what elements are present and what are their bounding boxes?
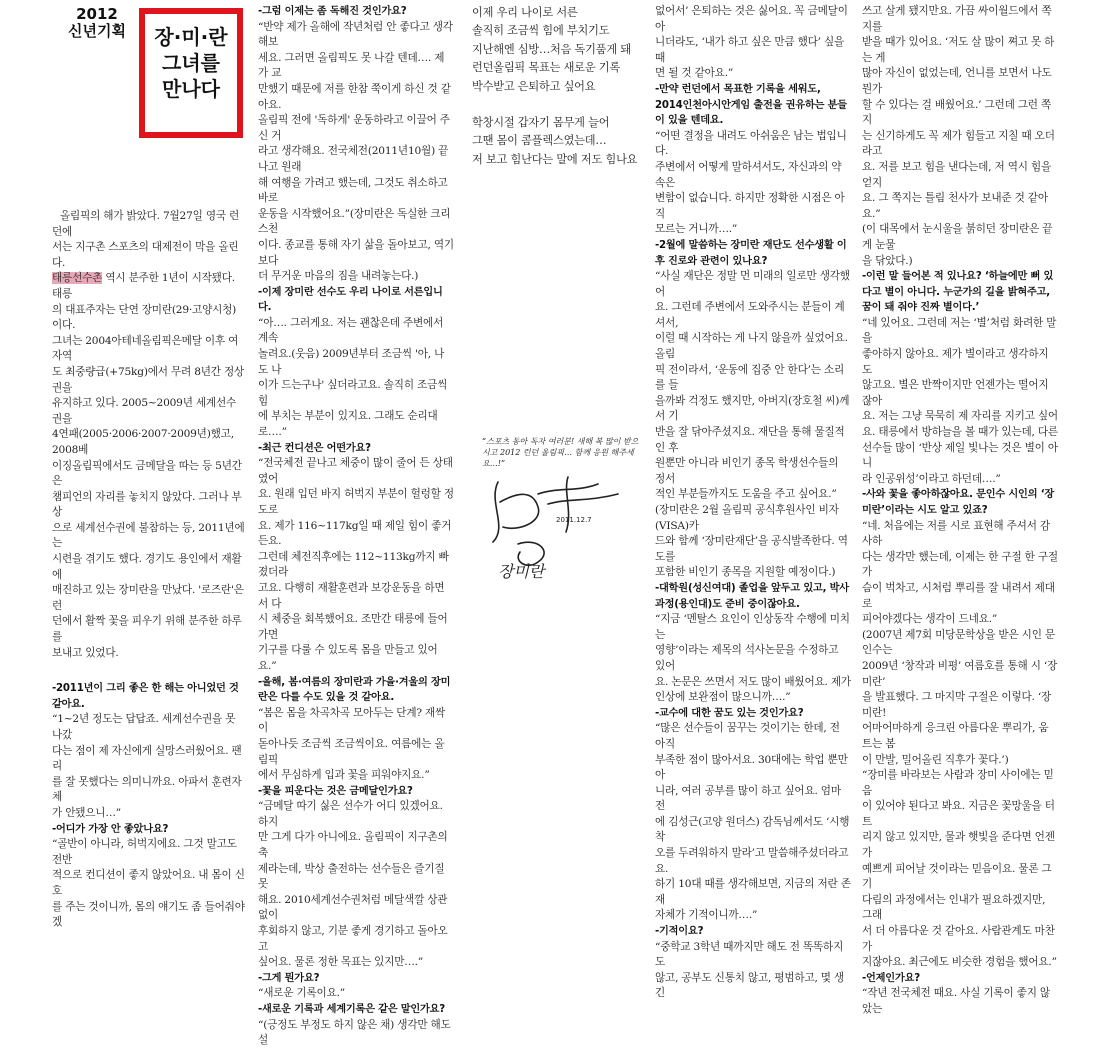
answer-line: 운동을 시작했어요.”(장미란은 독실한 크리스천 [258,207,451,236]
answer-line: 라 인공위성’이라고 하던데….” [862,472,1001,485]
answer-line: 해 여행을 가려고 했는데, 그것도 취소하고 바로 [258,176,448,205]
answer-line: 지잖아요. 최근에도 비슷한 경험을 했어요.” [862,956,1057,969]
answer-line: (장미란은 2월 올림픽 공식후원사인 비자(VISA)카 [655,504,839,532]
intro-line: 매진하고 있는 장미란을 만났다. '로즈란'은 런 [52,584,244,612]
answer-line: 제라는데, 박상 출전하는 선수들은 즐기질 못 [258,862,445,891]
intro-line: 그녀는 2004아테네올림픽은메달 이후 여자역 [52,334,239,363]
answer-line: 많아 자신이 없었는데, 언니를 보면서 나도 뭔가 [862,67,1052,95]
answer-line: “아…. 그러게요. 저는 괜찮은데 주변에서 계속 [258,316,444,345]
answer-line: “골반이 아니라, 허벅지에요. 그것 말고도 전반 [52,838,237,866]
intro-line: 던에서 활짝 꽃을 피우기 위해 분주한 하루를 [52,615,242,644]
headline-line-2: 그녀를 [162,51,220,75]
interview-question: -이제 장미란 선수도 우리 나이로 서른입니다. [258,286,443,314]
answer-line: 주변에서 어떻게 말하셔서도, 자신과의 약속은 [655,160,842,189]
answer-line: 시 체중을 회복했어요. 조만간 태릉에 들어가면 [258,613,448,641]
interview-question: -교수에 대한 꿈도 있는 것인가요? [655,707,804,719]
answer-line: 픽 전이라서, ‘운동에 집중 안 한다’는 소리를 들 [655,363,845,392]
intro-line: 태릉선수촌 역시 분주한 1년이 시작됐다. 태릉 [52,272,235,300]
answer-line: “금메달 따기 싫은 선수가 어디 있겠어요. 하지 [258,800,443,828]
interview-question: -최근 컨디션은 어떤가요? [258,442,371,454]
answer-line: “1~2년 정도는 답답죠. 세계선수권을 못 나갔 [52,713,236,741]
headline-line-1: 장·미·란 [154,25,228,49]
answer-line: 이 있어야 된다고 봐요. 지금은 꽃망울을 터트 [862,800,1055,828]
answer-line: 라고 생각해요. 전국체전(2011년10월) 끝나고 원래 [258,145,449,173]
answer-line: (2007년 제7회 미당문학상을 받은 시인 문인수는 [862,628,1055,657]
answer-line: 적으로 컨디션이 좋지 않았어요. 내 몸이 신호 [52,869,245,897]
answer-line: 면 될 것 같아요.” [655,67,734,80]
answer-line: 포함한 비인기 종목을 지원할 예정이다.) [655,566,836,579]
signature-date: 2011.12.7 [556,516,592,524]
intro-line: 챔피언의 자리를 놓치지 않았다. 그러나 부상 [52,490,242,519]
answer-line: 만 그게 다가 아니에요. 올림픽이 지구촌의 축 [258,831,448,860]
answer-line: “사실 재단은 정말 먼 미래의 일로만 생각했어 [655,270,850,298]
answer-line: 에서 무심하게 입과 꽃을 피워야지요.” [258,769,430,782]
answer-line: 다림의 과정에서는 인내가 필요하겠지만, 그래 [862,893,1046,922]
answer-line: 에 김성근(고양 원더스) 감독님께서도 ‘시행착 [655,815,850,844]
intro-line: 으로 세계선수권에 불참하는 등, 2011년에는 [52,521,245,550]
intro-line: 올림픽의 해가 밝았다. 7월27일 영국 런던에 [52,210,240,238]
answer-line: 요. 저를 보고 힘을 낸다는데, 저 역시 힘을 얻지 [862,160,1052,189]
intro-line: 시련을 겪기도 했다. 경기도 용인에서 재활에 [52,553,242,581]
answer-line: 부족한 점이 많아서요. 30대에는 학업 뿐만 아 [655,753,848,782]
intro-line: 이징올림픽에서도 금메달을 따는 등 5년간은 [52,459,242,488]
answer-line: 쓰고 살게 됐지만요. 가끔 싸이월드에서 쪽지를 [862,5,1052,33]
headline-box [139,8,243,138]
answer-line: “작년 전국체전 때요. 사실 기록이 좋지 않았는 [862,987,1050,1015]
intro-line: 보내고 있었다. [52,646,119,659]
interview-question: -어디가 가장 안 좋았나요? [52,823,169,835]
article-column-2 [258,4,454,1049]
pull-quote-line: 학창시절 갑자기 몸무게 늘어 [472,116,610,130]
answer-line: 다는 생각만 했는데, 이제는 한 구절 한 구절 가 [862,550,1058,579]
answer-line: “새로운 기록이요.” [258,987,346,1000]
interview-question: -사와 꽃을 좋아하잖아요. 문인수 시인의 ‘장미란’이라는 시도 알고 있죠? [862,489,1054,516]
answer-line: 요. 태릉에서 방하늘을 볼 때가 있는데, 다른 [862,426,1058,439]
answer-line: “많은 선수들이 꿈꾸는 것이기는 한데, 전 아직 [655,722,840,750]
answer-line: 을 닦았다.) [862,254,913,267]
pull-quote-line: 박수받고 은퇴하고 싶어요 [472,79,596,93]
pull-quote-column [472,4,642,169]
answer-line: “전국체전 끝나고 체중이 많이 줄어 든 상태였어 [258,457,453,485]
answer-line: 반을 잘 닦아주셨지요. 재단을 통해 물질적인 후 [655,426,845,454]
interview-question: -이런 말 들어본 적 있나요? ‘하늘에만 뻐 있다고 별이 아니다. 누군가의 길을 밝혀주고, 꿈이 돼 줘야 진짜 별이다.’ [862,271,1054,314]
intro-line: 유지하고 있다. 2005~2009년 세계선수권을 [52,397,237,425]
answer-line: 않고요. 별은 반짝이지만 언젠가는 떨어지잖아 [862,379,1049,407]
pull-quote-line: 그땐 몸이 콤플렉스였는데… [472,134,607,148]
answer-line: 리지 않고 있지만, 물과 햇빛을 준다면 언젠가 [862,831,1055,860]
answer-line: 인상에 보완점이 많으니까….” [655,691,791,704]
answer-line: 요. 제가 116~117kg일 때 제일 힘이 좋거든요. [258,519,452,548]
interview-question: -그게 뭔가요? [258,972,320,984]
answer-line: 원뿐만 아니라 비인기 종목 학생선수들의 정서 [655,457,839,485]
answer-line: 를 잘 못했다는 의미니까요. 아파서 훈련자체 [52,775,242,804]
answer-line: 해요. 2010세계선수권처럼 메달색깔 상관없이 [258,893,448,922]
answer-line: 피어야겠다는 생각이 드네요.” [862,613,998,626]
answer-line: 이럴 때 시작하는 게 나지 않을까 싶었어요. 올림 [655,332,848,361]
interview-question: -2011년이 그리 좋은 한 해는 아니었던 것 같아요. [52,683,239,710]
answer-line: 만했기 때문에 저를 한참 쭉이게 하신 것 같아요. [258,82,451,111]
intro-line: 의 대표주자는 단연 장미란(29·고양시청)이다. [52,303,237,332]
answer-line: 이가 드는구나' 싶더라고요. 솔직히 조금씩 힘 [258,379,448,407]
answer-line: 요. 원래 입던 바지 허벅지 부분이 헐렁할 정도로 [258,488,454,516]
answer-line: “지금 ‘멘탈스 요인이 인상동작 수행에 미치는 [655,613,850,641]
answer-line: 요. 저는 그냥 묵묵히 제 자리를 지키고 싶어 [862,410,1058,423]
pull-quote-line: 이제 우리 나이로 서른 [472,6,578,19]
answer-line: 적인 부분들까지도 도움을 주고 싶어요.” [655,488,837,501]
answer-line: 올림픽 전에 '독하게' 운동하라고 이끌어 주신 거 [258,114,450,142]
answer-line: 변함이 없습니다. 하지만 정확한 시점은 아직 [655,192,845,220]
answer-line: 선수들 많이 ‘반상 제일 빛나는 것은 별이 아니 [862,441,1058,470]
answer-line: 이 만발, 밀어올린 직후가 꽃다.’) [862,753,1009,766]
interview-question: -2월에 말씀하는 장미란 재단도 선수생활 이후 진로와 관련이 있나요? [655,239,847,267]
answer-line: 없어서’ 은퇴하는 것은 싫어요. 꼭 금메달이 아 [655,5,848,33]
kicker-year: 2012 [76,5,118,23]
pull-quote-line: 솔직히 조금씩 힘에 부치기도 [472,24,610,38]
answer-line: 다는 점이 제 자신에게 실망스러웠어요. 팬리 [52,744,242,773]
pull-quote-line: 지난해엔 심방…처음 독기품게 돼 [472,42,631,56]
answer-line: 돋아나듯 조금씩 조금씩이요. 여름에는 올림픽 [258,737,445,766]
answer-line: “(긍정도 부정도 하지 않은 채) 생각만 해도 설 [258,1018,451,1047]
answer-line: 는 신기하게도 꼭 제가 힘들고 지칠 때 오더라고 [862,129,1055,158]
article-column-1 [52,209,246,931]
answer-line: 좋아하지 않아요. 제가 별이라고 생각하지도 [862,348,1049,376]
answer-line: 니더라도, ‘내가 하고 싶은 만큼 했다’ 싶을 때 [655,36,845,64]
answer-line: 오를 두려워하지 말라’고 말씀해주셨더라고요. [655,847,849,875]
article-column-4 [655,4,851,1002]
answer-line: 요. 그 쪽지는 틀림 천사가 보내준 것 같아요.” [862,192,1048,220]
headline-line-3: 만나다 [162,77,220,101]
answer-line: 고요. 다행히 재활훈련과 보강운동을 하면서 다 [258,581,445,610]
interview-question: -대학원(성신여대) 졸업을 앞두고 있고, 박사과정(용인대)도 준비 중이잖아요. [655,582,849,610]
answer-line: 서 더 아름다운 것 같아요. 사람관계도 마찬가 [862,925,1055,953]
answer-line: 기구를 다룰 수 있도록 몸을 만들고 있어요.” [258,644,438,672]
answer-line: 예쁘게 피어날 것이라는 믿음이요. 물론 그 기 [862,862,1052,891]
intro-line: 4연패(2005·2006·2007·2009년)했고, 2008베 [52,428,234,456]
answer-line: 을 발표했다. 그 마지막 구절은 이렇다. ‘장미란! [862,691,1052,719]
autograph-signature [478,432,644,582]
answer-line: “봄은 몸을 차곡차곡 모아두는 단계? 재싹이 [258,706,446,735]
answer-line: 슴이 벅차고, 시처럼 뿌리를 잘 내려서 제대로 [862,581,1055,610]
answer-line: 니라, 여러 공부를 많이 하고 싶어요. 엄마 전 [655,784,841,813]
answer-line: “반약 제가 올해에 작년처럼 안 좋다고 생각해보 [258,20,453,49]
answer-line: (이 대목에서 눈시울을 붉히던 장미란은 끝게 눈물 [862,223,1053,251]
answer-line: “네. 처음에는 저를 시로 표현해 주셔서 감사하 [862,519,1050,548]
interview-question: -그럼 이제는 좀 독해진 것인가요? [258,6,407,17]
intro-line: 서는 지구촌 스포츠의 대제전이 막을 올린다. [52,241,239,269]
interview-question: -만약 런던에서 목표한 기록을 세워도, 2014인천아시안게임 출전을 권유하는 분들이 있을 텐데요. [655,83,847,127]
answer-line: 요. 논문은 쓰면서 저도 많이 배웠어요. 제가 [655,675,851,688]
pull-quote-line: 런던올림픽 목표는 새로운 기록 [472,61,620,75]
interview-question: -올해, 봄·여름의 장미란과 가을·겨울의 장미란은 다를 수도 있을 것 같아요. [258,676,451,704]
signature-text: 장미란 [498,562,545,581]
handwritten-note: “스포츠 동아 독자 여러분! 새해 복 많이 받으시고 2012 런던 올림픽… 함께 응원 해주세요…!” [482,437,639,468]
answer-line: 하기 10대 때를 생각해보면, 지금의 저란 존재 [655,878,851,906]
answer-line: 요. 그런데 주변에서 도와주시는 분들이 계셔서, [655,301,845,329]
answer-line: 후회하지 않고, 기분 좋게 경기하고 돌아오고 [258,925,448,953]
answer-line: “네 있어요. 그런데 저는 ‘별’처럼 화려한 말을 [862,316,1057,345]
interview-question: -언제인가요? [862,972,920,984]
answer-line: 를 주는 것이니까, 몸의 얘기도 좀 들어줘야겠 [52,900,245,929]
answer-line: 자체가 기적이니까….” [655,909,758,922]
answer-line: 에 부치는 부분이 있지요. 그래도 순리대로….” [258,410,438,439]
answer-line: 세요. 그러면 올림픽도 못 나갈 텐데…. 제가 교 [258,51,445,80]
answer-line: 이다. 종교를 통해 자기 삶을 돌아보고, 역기보다 [258,238,454,267]
answer-line: 그런데 체전직후에는 112~113kg까지 빠졌더라 [258,550,449,579]
answer-line: 2009년 ‘창작과 비평’ 여름호를 통해 시 ‘장미란’ [862,659,1058,688]
intro-line: 도 최중량급(+75kg)에서 무려 8년간 정상권을 [52,365,245,394]
answer-line: “어떤 결정을 내려도 아쉬움은 남는 법입니다. [655,129,847,158]
kicker-title: 신년기획 [68,22,126,40]
answer-line: 받을 때가 있어요. ‘저도 살 많이 쪄고 못 하는 게 [862,36,1055,64]
answer-line: 않고, 공부도 신통치 않고, 평범하고, 몇 생긴 [655,971,845,1000]
answer-line: 가 안됐으니…” [52,806,121,819]
answer-line: 싶어요. 물론 정한 목표는 있지만….” [258,956,424,969]
highlighted-text: 태릉선수촌 [52,272,103,285]
answer-line: 더 무거운 마음의 짐을 내려놓는다.) [258,270,419,283]
answer-line: 어마어마하게 응크린 아름다운 뿌리가, 움트는 봄 [862,722,1049,750]
answer-line: 할 수 있다는 걸 배웠어요.’ 그런데 그런 쪽지 [862,98,1052,127]
answer-line: 놀려요.(웃음) 2009년부터 조금씩 '아, 나도 나 [258,348,445,376]
answer-line: 모르는 거니까….” [655,223,738,236]
pull-quote-line: 저 보고 힘난다는 말에 저도 힘나요 [472,152,638,166]
answer-line: 영향’이라는 제목의 석사논문을 수정하고 있어 [655,644,839,672]
interview-question: -기적이요? [655,926,704,938]
interview-question: -새로운 기록과 세계기록은 같은 말인가요? [258,1004,446,1015]
answer-line: “중학교 3학년 때까지만 해도 전 똑똑하지도 [655,940,844,969]
answer-line: 을까봐 걱정도 했지만, 아버지(장호철 씨)께서 기 [655,394,850,423]
interview-question: -꽃을 피운다는 것은 금메달인가요? [258,785,413,797]
article-column-5 [862,4,1058,1018]
section-kicker [68,6,126,40]
answer-line: “장미를 바라보는 사람과 장미 사이에는 믿음 [862,769,1054,797]
answer-line: 드와 함께 ‘장미란재단’을 공식발족한다. 역도를 [655,535,848,563]
